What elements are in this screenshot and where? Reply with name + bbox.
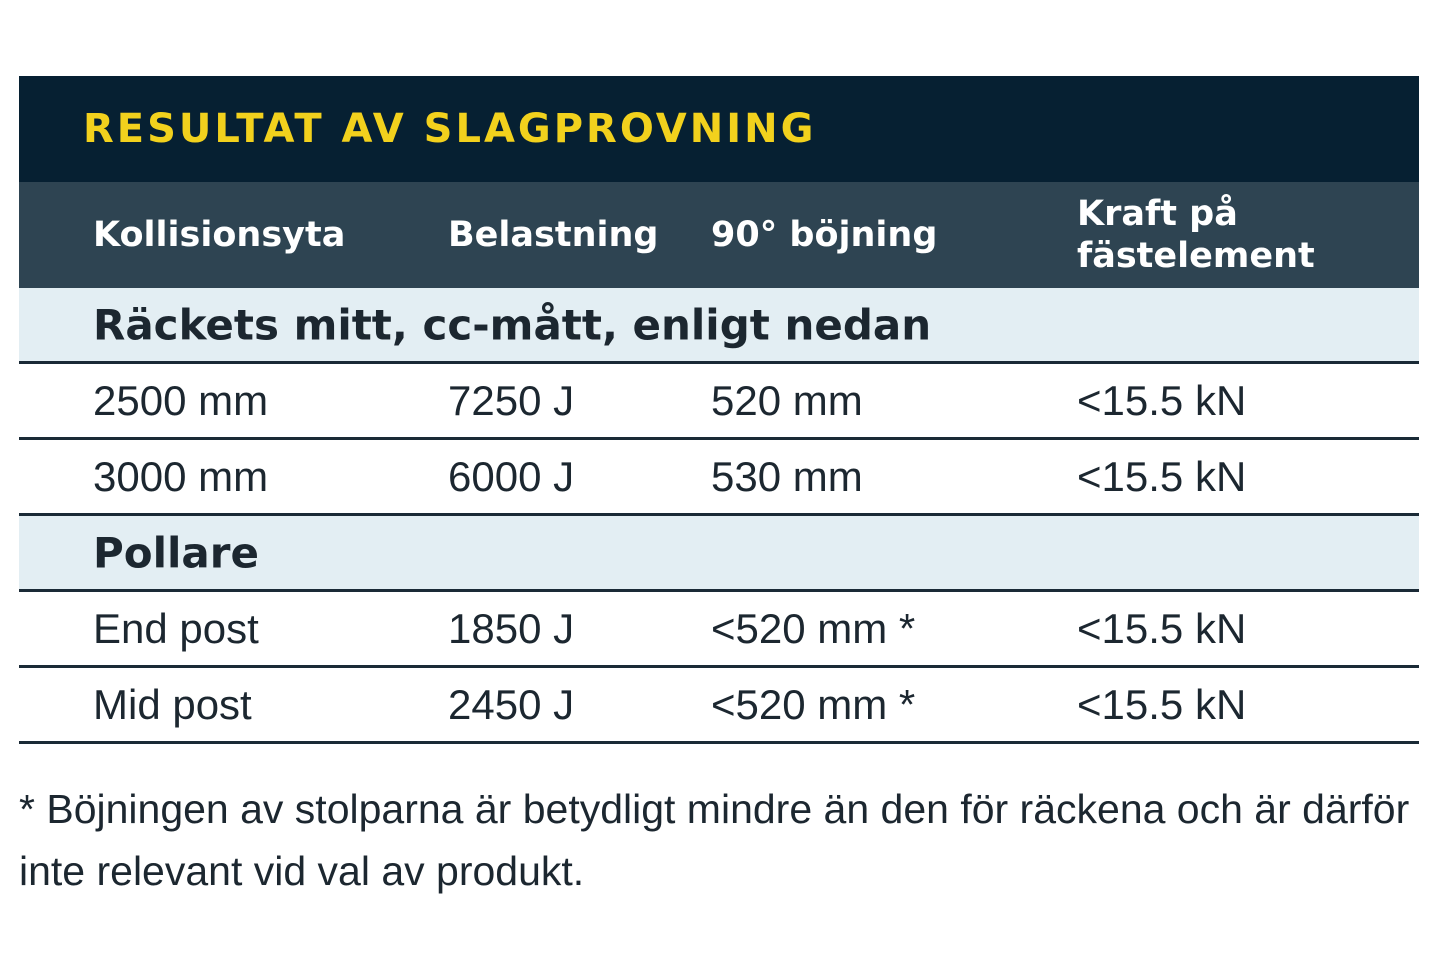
cell-belastning: 2450 J	[448, 680, 575, 728]
cell-kollisionsyta: 2500 mm	[93, 376, 269, 424]
table-row	[19, 440, 1419, 516]
cell-kraft: <15.5 kN	[1077, 680, 1247, 728]
table-title: RESULTAT AV SLAGPROVNING	[83, 106, 817, 152]
cell-bojning: <520 mm *	[711, 604, 916, 652]
table-header-row	[19, 182, 1419, 288]
header-bojning: 90° böjning	[711, 215, 938, 255]
results-table	[19, 76, 1419, 744]
table-row	[19, 592, 1419, 668]
cell-kollisionsyta: End post	[93, 604, 259, 652]
header-kollisionsyta: Kollisionsyta	[93, 215, 346, 255]
cell-kollisionsyta: 3000 mm	[93, 452, 269, 500]
cell-bojning: <520 mm *	[711, 680, 916, 728]
cell-kraft: <15.5 kN	[1077, 376, 1247, 424]
cell-belastning: 6000 J	[448, 452, 575, 500]
section-label: Räckets mitt, cc-mått, enligt nedan	[93, 300, 932, 349]
header-kraft: Kraft på fästelement	[1077, 194, 1315, 276]
section-row-pollare	[19, 516, 1419, 592]
cell-kollisionsyta: Mid post	[93, 680, 252, 728]
header-belastning: Belastning	[448, 215, 659, 255]
table-row	[19, 364, 1419, 440]
cell-kraft: <15.5 kN	[1077, 452, 1247, 500]
section-row-rackets-mitt	[19, 288, 1419, 364]
footnote: * Böjningen av stolparna är betydligt mindre än den för räckena och är därför inte relevant vid val av produkt.	[19, 786, 1410, 894]
cell-bojning: 520 mm	[711, 376, 863, 424]
cell-belastning: 1850 J	[448, 604, 575, 652]
table-title-bar	[19, 76, 1419, 182]
table-row	[19, 668, 1419, 744]
cell-belastning: 7250 J	[448, 376, 575, 424]
cell-kraft: <15.5 kN	[1077, 604, 1247, 652]
section-label: Pollare	[93, 528, 259, 577]
cell-bojning: 530 mm	[711, 452, 863, 500]
